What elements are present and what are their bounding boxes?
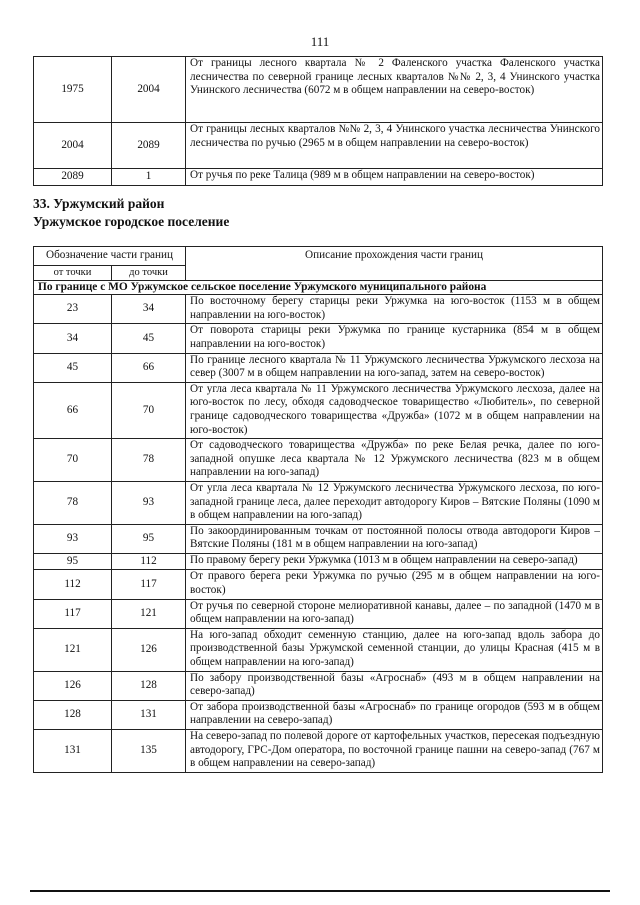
from-point-cell: 23: [34, 295, 112, 324]
from-point-cell: 131: [34, 730, 112, 773]
to-point-cell: 78: [112, 439, 186, 482]
table-row: [34, 57, 603, 123]
from-point-cell: 95: [34, 553, 112, 570]
table-row: [34, 700, 603, 729]
table-row: [34, 439, 603, 482]
from-point-cell: 78: [34, 481, 112, 524]
table-row: [34, 353, 603, 382]
to-point-cell: 128: [112, 671, 186, 700]
from-point-cell: 126: [34, 671, 112, 700]
from-point-cell: 2004: [34, 123, 112, 169]
to-point-cell: 131: [112, 700, 186, 729]
description-cell: На юго-запад обходит семенную станцию, далее на юго-запад вдоль забора до производственной базы Уржумской семенной станции, до улицы Красная (415 м в общем направлении на юго-запад): [186, 628, 603, 671]
table-row: [34, 295, 603, 324]
description-cell: От границы лесного квартала № 2 Фаленского участка Фаленского участка лесничества по северной границе лесных кварталов №№ 2, 3, 4 Унинского участка Унинского лесничества (6072 м в общем направлении на северо-восток): [186, 57, 603, 123]
table-row: [34, 169, 603, 186]
section-row-label: По границе с МО Уржумское сельское поселение Уржумского муниципального района: [34, 280, 603, 295]
to-point-cell: 45: [112, 324, 186, 353]
boundary-table: [33, 246, 603, 773]
description-cell: От угла леса квартала № 12 Уржумского лесничества Уржумского лесхоза, по юго-западной границе леса, далее переходит автодорогу Киров – Вятские Поляны (1090 м в общем направлении на юго-запад): [186, 481, 603, 524]
from-point-cell: 128: [34, 700, 112, 729]
district-heading: 33. Уржумский район: [33, 196, 165, 211]
bottom-rule: [30, 890, 610, 892]
from-point-cell: 117: [34, 599, 112, 628]
description-cell: По восточному берегу старицы реки Уржумка на юго-восток (1153 м в общем направлении на юго-восток): [186, 295, 603, 324]
to-point-cell: 135: [112, 730, 186, 773]
table-row: [34, 324, 603, 353]
to-point-cell: 70: [112, 382, 186, 438]
header-to-point: до точки: [112, 265, 186, 280]
table-row: [34, 481, 603, 524]
table-row: [34, 730, 603, 773]
description-cell: По закоординированным точкам от постоянной полосы отвода автодороги Киров – Вятские Поляны (181 м в общем направлении на юго-запад): [186, 524, 603, 553]
from-point-cell: 70: [34, 439, 112, 482]
from-point-cell: 2089: [34, 169, 112, 186]
to-point-cell: 95: [112, 524, 186, 553]
table-row: [34, 628, 603, 671]
table-row: [34, 570, 603, 599]
description-cell: На северо-запад по полевой дороге от картофельных участков, пересекая подъездную автодорогу, ГРС-Дом оператора, по восточной границе пашни на северо-запад (767 м в общем направлении на северо-запад): [186, 730, 603, 773]
to-point-cell: 1: [112, 169, 186, 186]
table-row: [34, 382, 603, 438]
table-row: [34, 671, 603, 700]
description-cell: По забору производственной базы «Агроснаб» (493 м в общем направлении на северо-запад): [186, 671, 603, 700]
to-point-cell: 2004: [112, 57, 186, 123]
to-point-cell: 66: [112, 353, 186, 382]
to-point-cell: 112: [112, 553, 186, 570]
page-number: 111: [310, 34, 330, 49]
table-row: [34, 123, 603, 169]
continued-boundary-table: [33, 56, 603, 186]
header-part-designation: Обозначение части границ: [34, 247, 186, 266]
from-point-cell: 93: [34, 524, 112, 553]
to-point-cell: 117: [112, 570, 186, 599]
from-point-cell: 1975: [34, 57, 112, 123]
description-cell: По границе лесного квартала № 11 Уржумского лесничества Уржумского лесхоза на север (3007 м в общем направлении на юго-запад, затем на северо-восток): [186, 353, 603, 382]
to-point-cell: 2089: [112, 123, 186, 169]
description-cell: От угла леса квартала № 11 Уржумского лесничества Уржумского лесхоза, далее на юго-восток по лесу, обходя садоводческое товарищество «Любитель», по северной границе садоводческого товарищества «Дружба» (1072 м в общем направлении на юго-восток): [186, 382, 603, 438]
table-row: [34, 599, 603, 628]
header-from-point: от точки: [34, 265, 112, 280]
description-cell: От садоводческого товарищества «Дружба» по реке Белая речка, далее по юго-западной опушке леса квартала № 12 Уржумского лесничества (823 м в общем направлении на юго-запад): [186, 439, 603, 482]
table-row: [34, 553, 603, 570]
from-point-cell: 112: [34, 570, 112, 599]
to-point-cell: 121: [112, 599, 186, 628]
description-cell: От поворота старицы реки Уржумка по границе кустарника (854 м в общем направлении на юго-восток): [186, 324, 603, 353]
settlement-heading: Уржумское городское поселение: [33, 214, 230, 229]
from-point-cell: 121: [34, 628, 112, 671]
section-row: [34, 280, 603, 295]
description-cell: От забора производственной базы «Агроснаб» по границе огородов (593 м в общем направлении на северо-запад): [186, 700, 603, 729]
from-point-cell: 66: [34, 382, 112, 438]
from-point-cell: 45: [34, 353, 112, 382]
description-cell: От правого берега реки Уржумка по ручью (295 м в общем направлении на юго-восток): [186, 570, 603, 599]
description-cell: От границы лесных кварталов №№ 2, 3, 4 Унинского участка лесничества Унинского лесничества по ручью (2965 м в общем направлении на северо-восток): [186, 123, 603, 169]
from-point-cell: 34: [34, 324, 112, 353]
to-point-cell: 126: [112, 628, 186, 671]
table-row: [34, 524, 603, 553]
to-point-cell: 93: [112, 481, 186, 524]
to-point-cell: 34: [112, 295, 186, 324]
header-description: Описание прохождения части границ: [186, 247, 603, 281]
description-cell: От ручья по северной стороне мелиоративной канавы, далее – по западной (1470 м в общем направлении на юго-запад): [186, 599, 603, 628]
description-cell: От ручья по реке Талица (989 м в общем направлении на северо-восток): [186, 169, 603, 186]
description-cell: По правому берегу реки Уржумка (1013 м в общем направлении на северо-запад): [186, 553, 603, 570]
